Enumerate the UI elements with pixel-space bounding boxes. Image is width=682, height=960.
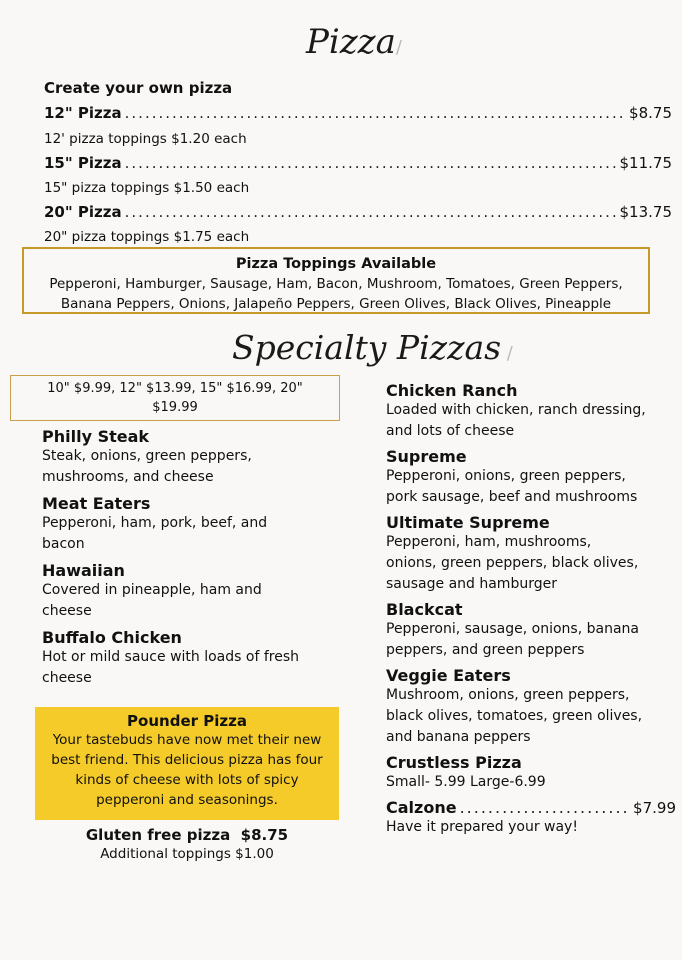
calzone-row bbox=[386, 798, 676, 817]
item-name: Crustless Pizza bbox=[386, 753, 522, 772]
size-note-12: 12' pizza toppings $1.20 each bbox=[44, 131, 247, 147]
menu-item-hawaiian bbox=[42, 561, 342, 622]
item-desc: and lots of cheese bbox=[386, 423, 515, 439]
size-name: 15" Pizza bbox=[44, 154, 122, 172]
toppings-box bbox=[22, 247, 650, 314]
gluten-free-block bbox=[35, 826, 339, 862]
item-desc: bacon bbox=[42, 536, 85, 552]
size-price: $11.75 bbox=[619, 154, 672, 172]
specialty-left-column bbox=[42, 427, 342, 689]
item-price: $7.99 bbox=[633, 799, 676, 817]
menu-item-philly-steak bbox=[42, 427, 342, 488]
toppings-line-2: Banana Peppers, Onions, Jalapeño Peppers, Green Olives, Black Olives, Pineapple bbox=[60, 296, 612, 312]
item-desc: Hot or mild sauce with loads of fresh bbox=[42, 649, 299, 665]
menu-item-calzone bbox=[386, 798, 676, 838]
item-desc: Steak, onions, green peppers, bbox=[42, 448, 252, 464]
specialty-section-title: Specialty Pizzas / bbox=[232, 328, 513, 367]
menu-item-veggie-eaters bbox=[386, 666, 676, 748]
specialty-price-box bbox=[10, 375, 340, 421]
size-row-12 bbox=[44, 104, 672, 122]
item-desc: pork sausage, beef and mushrooms bbox=[386, 489, 638, 505]
item-desc: Small- 5.99 Large-6.99 bbox=[386, 774, 546, 790]
item-name: Ultimate Supreme bbox=[386, 513, 550, 532]
item-name: Meat Eaters bbox=[42, 494, 151, 513]
item-desc: cheese bbox=[42, 670, 92, 686]
menu-item-supreme bbox=[386, 447, 676, 508]
item-desc: Pepperoni, onions, green peppers, bbox=[386, 468, 626, 484]
specialty-prices-line-1: 10" $9.99, 12" $13.99, 15" $16.99, 20" bbox=[47, 381, 303, 396]
pounder-pizza-box bbox=[35, 707, 339, 820]
item-desc: onions, green peppers, black olives, bbox=[386, 555, 639, 571]
item-name: Philly Steak bbox=[42, 427, 150, 446]
gluten-free-note: Additional toppings $1.00 bbox=[100, 846, 274, 862]
menu-item-ultimate-supreme bbox=[386, 513, 676, 595]
specialty-right-column bbox=[386, 381, 676, 838]
item-desc: Have it prepared your way! bbox=[386, 819, 578, 835]
create-your-own-heading: Create your own pizza bbox=[44, 79, 233, 97]
item-desc: Pepperoni, ham, pork, beef, and bbox=[42, 515, 268, 531]
toppings-heading: Pizza Toppings Available bbox=[235, 256, 437, 272]
size-row-20 bbox=[44, 203, 672, 221]
item-name: Veggie Eaters bbox=[386, 666, 511, 685]
menu-item-chicken-ranch bbox=[386, 381, 676, 442]
toppings-line-1: Pepperoni, Hamburger, Sausage, Ham, Bacon, Mushroom, Tomatoes, Green Peppers, bbox=[49, 276, 623, 292]
gluten-free-price: $8.75 bbox=[240, 826, 289, 844]
item-name: Blackcat bbox=[386, 600, 463, 619]
menu-item-buffalo-chicken bbox=[42, 628, 342, 689]
item-desc: peppers, and green peppers bbox=[386, 642, 585, 658]
pizza-section-title: Pizza/ bbox=[306, 22, 402, 62]
item-desc: cheese bbox=[42, 603, 92, 619]
item-desc: Covered in pineapple, ham and bbox=[42, 582, 262, 598]
size-note-20: 20" pizza toppings $1.75 each bbox=[44, 229, 250, 245]
item-desc: Loaded with chicken, ranch dressing, bbox=[386, 402, 646, 418]
menu-item-blackcat bbox=[386, 600, 676, 661]
item-desc: black olives, tomatoes, green olives, bbox=[386, 708, 643, 724]
size-price: $13.75 bbox=[619, 203, 672, 221]
menu-item-meat-eaters bbox=[42, 494, 342, 555]
gluten-free-label: Gluten free pizza bbox=[85, 826, 231, 844]
size-row-15 bbox=[44, 154, 672, 172]
pounder-title: Pounder Pizza bbox=[127, 712, 247, 730]
item-name: Buffalo Chicken bbox=[42, 628, 182, 647]
size-name: 20" Pizza bbox=[44, 203, 122, 221]
item-desc: Pepperoni, ham, mushrooms, bbox=[386, 534, 592, 550]
item-name: Supreme bbox=[386, 447, 467, 466]
item-desc: Pepperoni, sausage, onions, banana bbox=[386, 621, 639, 637]
gluten-free-line bbox=[35, 826, 339, 844]
size-note-15: 15" pizza toppings $1.50 each bbox=[44, 180, 250, 196]
pounder-line-2: best friend. This delicious pizza has four bbox=[51, 752, 323, 768]
specialty-prices-line-2: $19.99 bbox=[152, 400, 198, 415]
size-name: 12" Pizza bbox=[44, 104, 122, 122]
item-desc: and banana peppers bbox=[386, 729, 531, 745]
item-name: Chicken Ranch bbox=[386, 381, 518, 400]
item-desc: Mushroom, onions, green peppers, bbox=[386, 687, 630, 703]
item-name: Hawaiian bbox=[42, 561, 125, 580]
pounder-line-4: pepperoni and seasonings. bbox=[96, 792, 278, 808]
pounder-line-1: Your tastebuds have now met their new bbox=[52, 732, 322, 748]
item-name: Calzone bbox=[386, 798, 457, 817]
item-desc: sausage and hamburger bbox=[386, 576, 557, 592]
pounder-line-3: kinds of cheese with lots of spicy bbox=[75, 772, 299, 788]
size-price: $8.75 bbox=[629, 104, 672, 122]
item-desc: mushrooms, and cheese bbox=[42, 469, 214, 485]
menu-item-crustless-pizza bbox=[386, 753, 676, 793]
